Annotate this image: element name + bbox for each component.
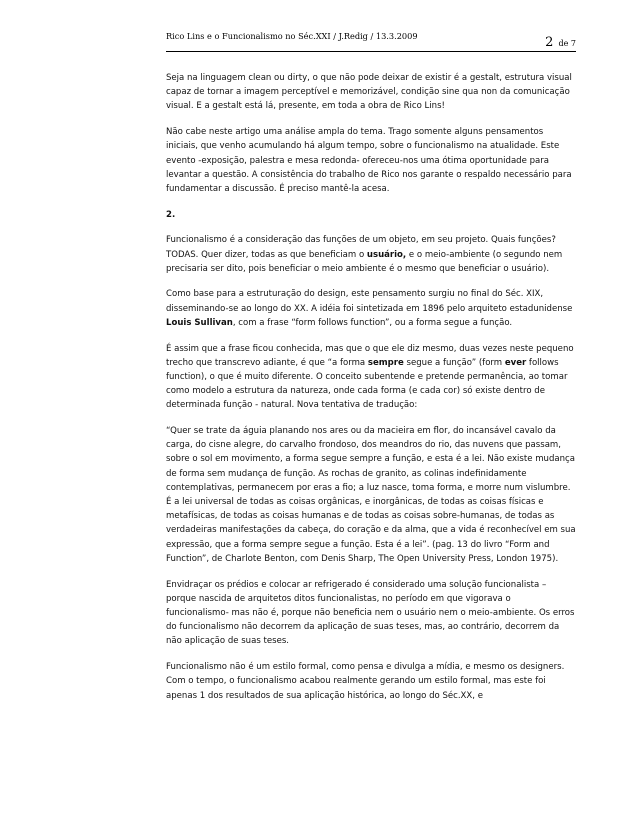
paragraph-sullivan: [166, 287, 576, 330]
paragraph-text: follows function), o que é muito diferente. O conceito subentende e pretende permanência, ao tomar como modelo a estrutura da natureza, onde cada forma (e cada cor) só existe dentro de determinada função - natural. Nova tentativa de tradução:: [166, 357, 568, 411]
paragraph-text: É assim que a frase ficou conhecida, mas que o que ele diz mesmo, duas vezes neste pequeno trecho que transcrevo adiante, é que “a forma: [166, 343, 574, 368]
section-heading: 2.: [166, 209, 176, 220]
page-number: 2: [545, 35, 554, 50]
running-title: Rico Lins e o Funcionalismo no Séc.XXI / J.Redig / 13.3.2009: [166, 31, 418, 41]
emphasis-sempre: sempre: [367, 357, 404, 368]
paragraph-text: segue a função” (form: [403, 357, 505, 368]
paragraph-style: Funcionalismo não é um estilo formal, como pensa e divulga a mídia, e mesmo os designers. Com o tempo, o funcionalismo acabou realmente gerando um estilo formal, mas este foi apenas 1 dos resultados de sua aplicação histórica, ao longo do Séc.XX, e: [166, 662, 565, 701]
paragraph-quote: “Quer se trate da águia planando nos ares ou da macieira em flor, do incansável cavalo da carga, do cisne alegre, do carvalho frondoso, dos meandros do rio, das nuvens que passam, sobre o sol em movimento, a forma segue sempre a função, e esta é a lei. Não existe mudança de forma sem mudança de função. As rochas de granito, as colinas indefinidamente contemplativas, permanecem por eras a fio; a luz nasce, toma forma, e morre num vislumbre. É a lei universal de todas as coisas orgânicas, e inorgânicas, de todas as coisas físicas e metafísicas, de todas as coisas humanas e de todas as coisas sobre-humanas, de todas as verdadeiras manifestações da cabeça, do coração e da alma, que a vida é reconhecível em sua expressão, que a forma sempre segue a função. Esta é a lei”. (pag. 13 do livro “Form and Function”, de Charlote Benton, com Denis Sharp, The Open University Press, London 1975).: [166, 426, 576, 564]
page-indicator: [545, 31, 576, 50]
page-total: de 7: [558, 39, 576, 48]
paragraph-form-ever: [166, 342, 576, 413]
document-body: [166, 71, 576, 714]
paragraph-glazing: Envidraçar os prédios e colocar ar refrigerado é considerado uma solução funcionalista –porque nascida de arquitetos ditos funcionalistas, no período em que vigorava o funcionalismo- mas não é, porque não beneficia nem o usuário nem o meio-ambiente. Os erros do funcionalismo não decorrem da aplicação de suas teses, mas, ao contrário, decorrem da não aplicação de suas teses.: [166, 579, 575, 647]
paragraph-text: Como base para a estruturação do design, este pensamento surgiu no final do Séc. XIX, disseminando-se ao longo do XX. A idéia foi sintetizada em 1896 pelo arquiteto estadunidense: [166, 289, 573, 314]
paragraph-text: e o meio-ambiente (o segundo nem precisaria ser dito, pois beneficiar o meio ambiente é o mesmo que beneficiar o usuário).: [166, 249, 563, 274]
paragraph-text: , com a frase “form follows function”, ou a forma segue a função.: [232, 317, 513, 328]
paragraph-definition: [166, 233, 576, 276]
paragraph-text: Funcionalismo é a consideração das funções de um objeto, em seu projeto. Quais funções? TODAS. Quer dizer, todas as que beneficiam o: [166, 235, 556, 260]
header-rule: [166, 51, 576, 52]
paragraph-intro: Não cabe neste artigo uma análise ampla do tema. Trago somente alguns pensamentos iniciais, que venho acumulando há algum tempo, sobre o funcionalismo na atualidade. Este evento -exposição, palestra e mesa redonda- ofereceu-nos uma ótima oportunidade para levantar a questão. A consistência do trabalho de Rico nos garante o respaldo necessário para fundamentar a discussão. É preciso mantê-la acesa.: [166, 127, 572, 194]
emphasis-louis-sullivan: Louis Sullivan: [166, 317, 233, 328]
paragraph-gestalt: Seja na linguagem clean ou dirty, o que não pode deixar de existir é a gestalt, estrutura visual capaz de tornar a imagem perceptível e memorizável, condição sine qua non da comunicação visual. E a gestalt está lá, presente, em toda a obra de Rico Lins!: [166, 73, 572, 112]
page-header: [166, 29, 576, 59]
emphasis-ever: ever: [504, 357, 527, 368]
emphasis-usuario: usuário,: [366, 249, 407, 260]
